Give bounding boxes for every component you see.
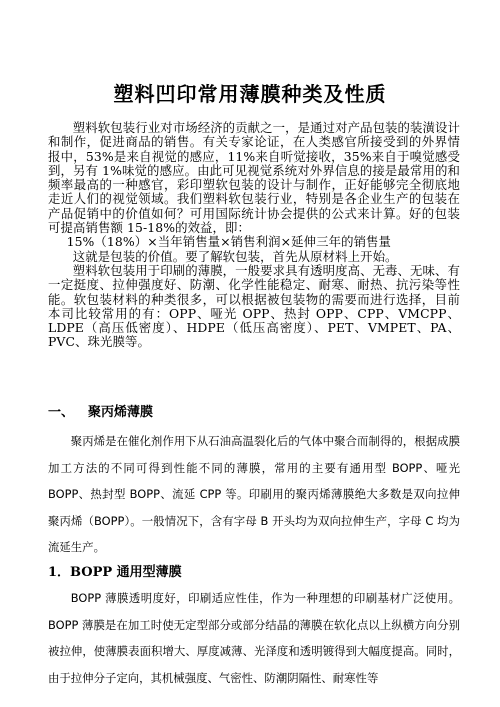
section-heading-text: 聚丙烯薄膜 <box>88 405 154 420</box>
intro-paragraph-3: 塑料软包装用于印刷的薄膜，一般要求具有透明度高、无毒、无味、有一定挺度、拉伸强度好、防潮、化学性能稳定、耐寒、耐热、抗污染等性能。软包装材料的种类很多，可以根据被包装物的需要而进行选择，目前本司比较常用的有：OPP、哑光 OPP、热封 OPP、CPP、VMCPP、LDPE（高压低密度）、HDPE（低压高密度）、PET、VMPET、PA、PVC、珠光膜等。 <box>48 262 461 350</box>
body-paragraph: 聚丙烯是在催化剂作用下从石油高温裂化后的气体中聚合而制得的，根据成膜加工方法的不同可得到性能不同的薄膜，常用的主要有通用型 BOPP、哑光 BOPP、热封型 BOPP、流延 CPP 等。印刷用的聚丙烯薄膜绝大多数是双向拉伸聚丙烯（BOPP）。一般情况下，含有字母 B 开头均为双向拉伸生产，字母 C 均为流延生产。 <box>48 434 460 555</box>
subsection-heading: 1．BOPP 通用型薄膜 <box>48 565 182 580</box>
section-number: 一、 <box>48 405 75 420</box>
subsection-body <box>48 585 460 691</box>
intro-section <box>48 121 460 350</box>
section-heading-1 <box>48 401 153 420</box>
value-formula: 15%（18%）×当年销售量×销售利润×延伸三年的销售量 <box>66 234 392 250</box>
intro-paragraph-2: 这就是包装的价值。要了解软包装，首先从原材料上开始。 <box>72 248 398 264</box>
section-1-body <box>48 428 460 561</box>
page-title: 塑料凹印常用薄膜种类及性质 <box>113 82 387 106</box>
intro-paragraph-1: 塑料软包装行业对市场经济的贡献之一，是通过对产品包装的装潢设计和制作，促进商品的销售。有关专家论证，在人类感官所接受到的外界情报中，53%是来自视觉的感应，11%来自听觉接收，35%来自于嗅觉感受到，另有 1%味觉的感应。由此可见视觉系统对外界信息的接是最常用的和频率最高的一种感官，彩印塑软包装的设计与制作，正好能够完全彻底地走近人们的视觉领域。我们塑料软包装行业，特别是各企业生产的包装在产品促销中的价值如何？可用国际统计协会提供的公式来计算。好的包装可提高销售额 15-18%的效益，即： <box>48 120 461 236</box>
body-paragraph: BOPP 薄膜透明度好，印刷适应性佳，作为一种理想的印刷基材广泛使用。BOPP 薄膜是在加工时使无定型部分或部分结晶的薄膜在软化点以上纵横方向分别被拉伸，使薄膜表面积增大、厚度减薄、光泽度和透明镀得到大幅度提高。同时，由于拉伸分子定向，其机械强度、气密性、防潮阴隔性、耐寒性等 <box>48 591 460 685</box>
